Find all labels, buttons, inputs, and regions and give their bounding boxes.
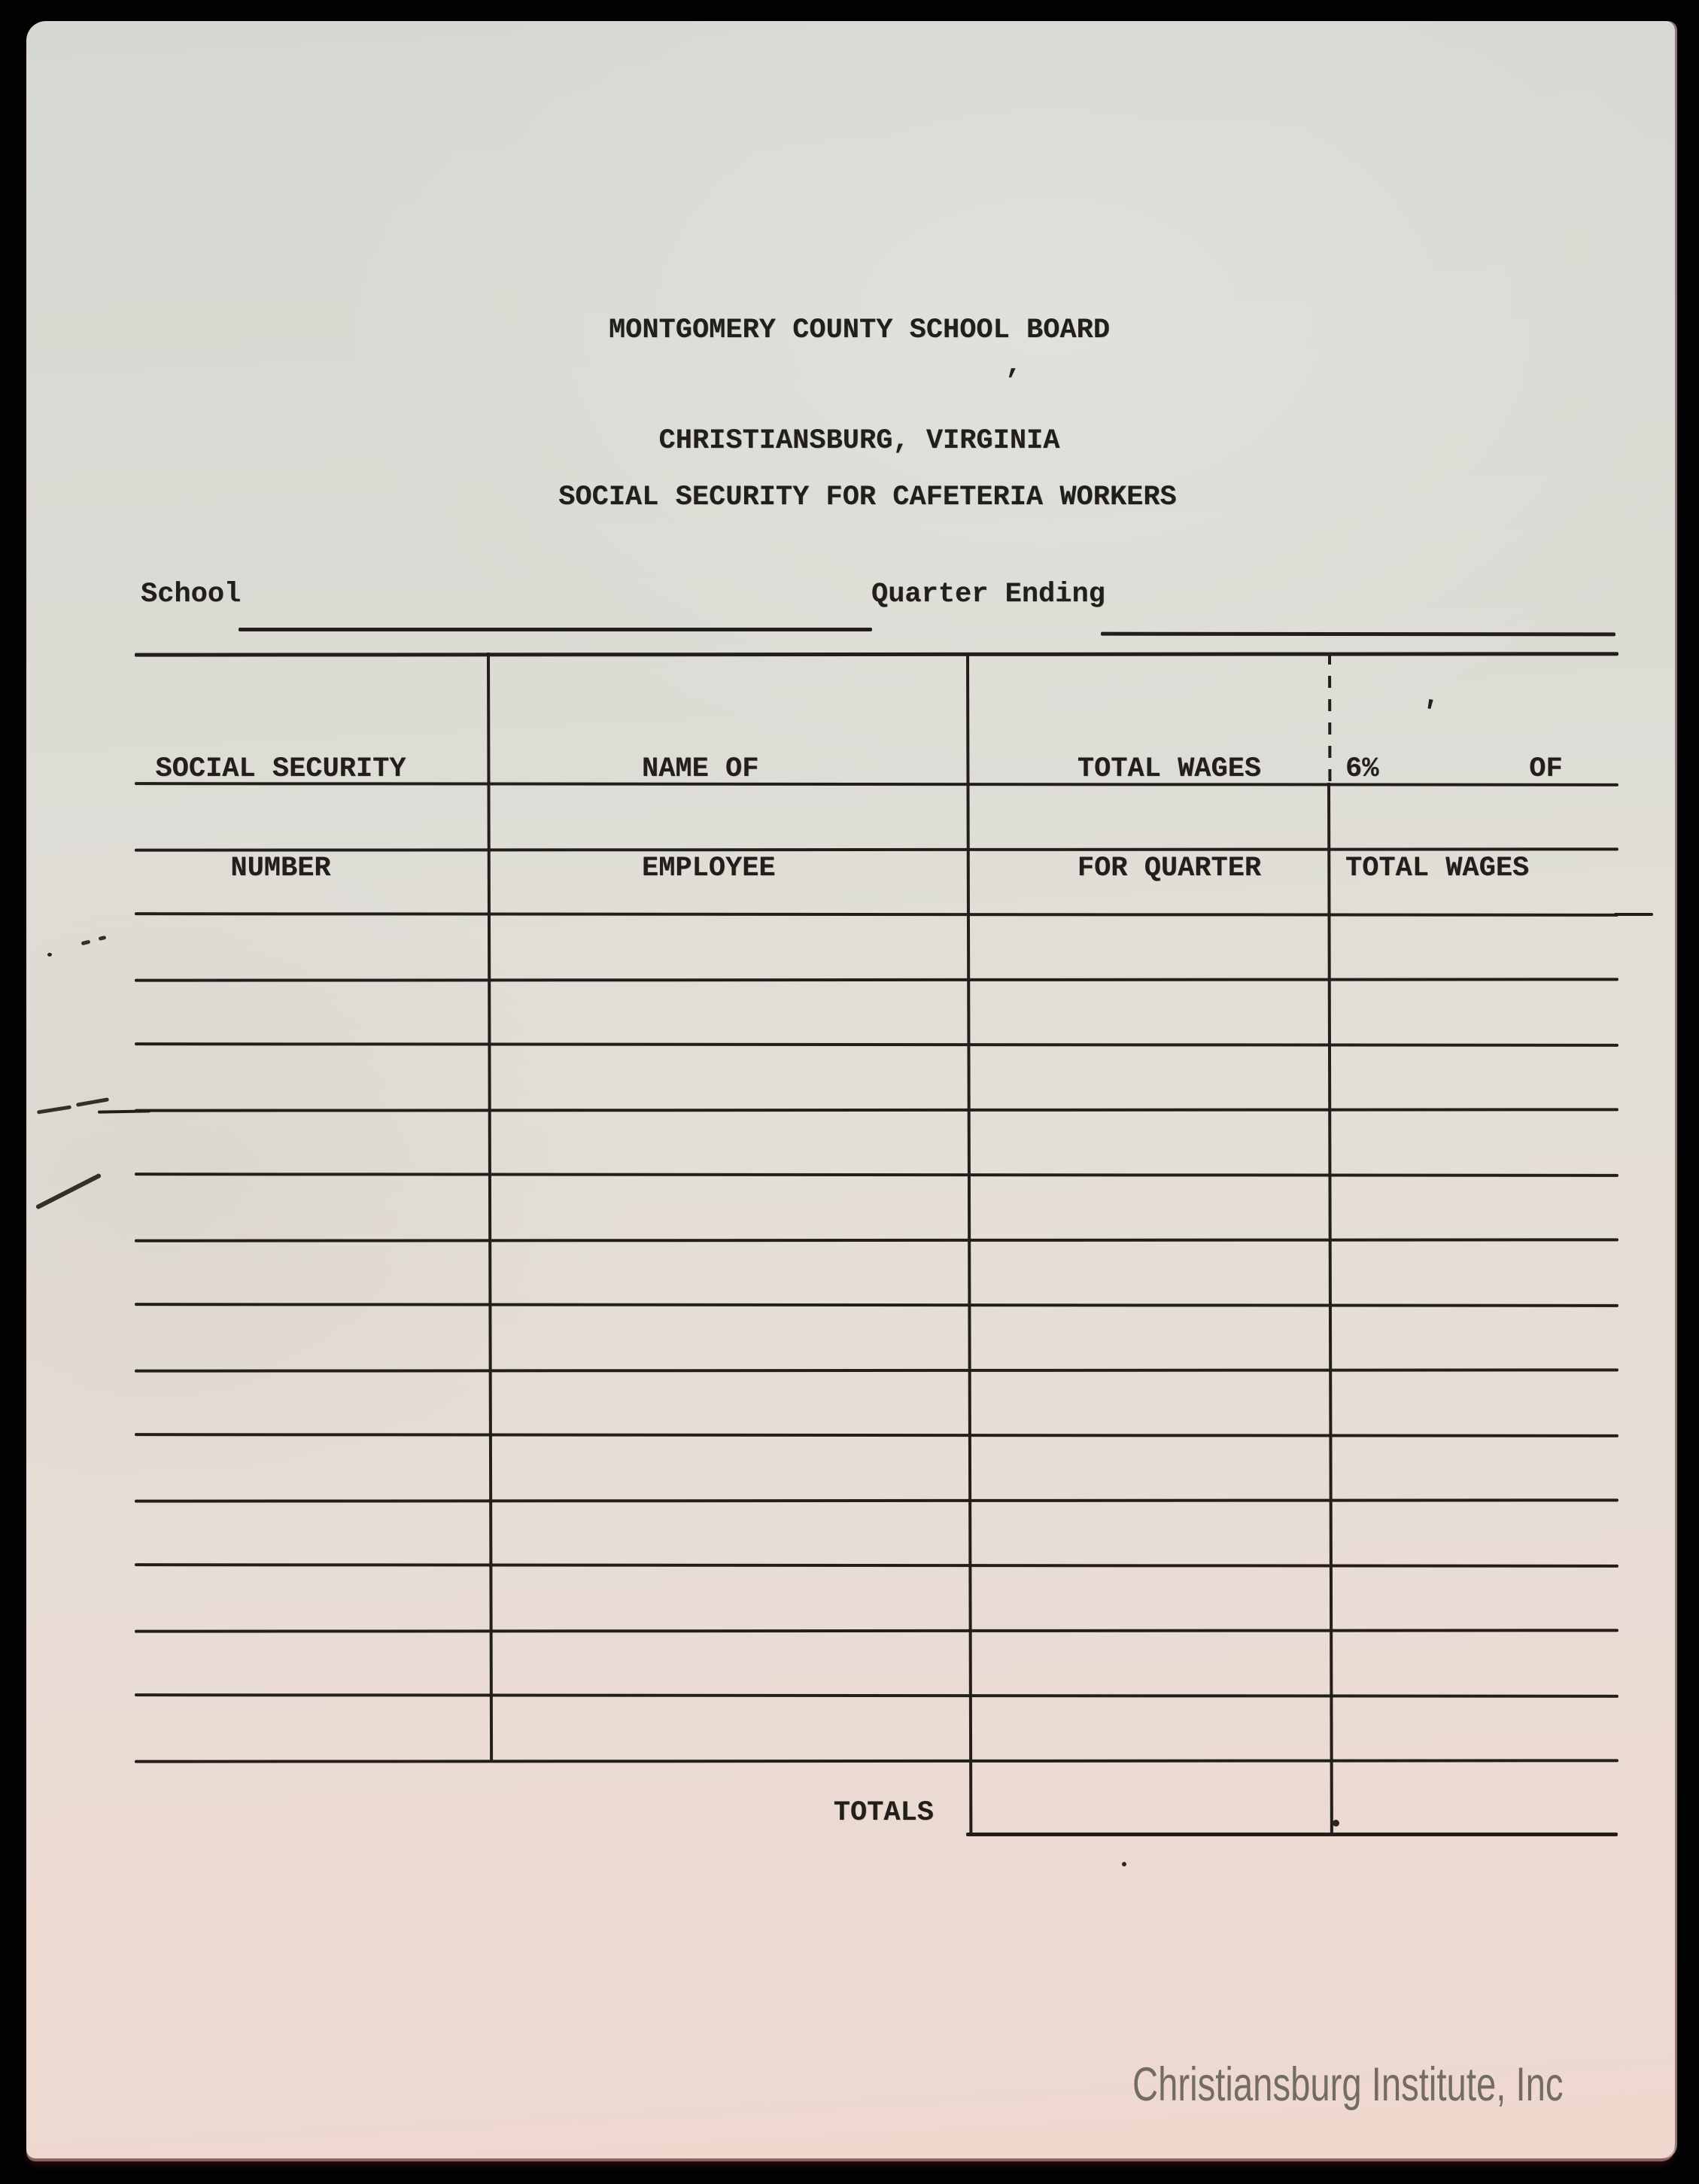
school-blank-line bbox=[239, 628, 872, 631]
header-line: NAME OF bbox=[642, 753, 759, 785]
dust-speck bbox=[1333, 1820, 1339, 1827]
table-row-line bbox=[135, 1433, 1618, 1437]
table-row-line bbox=[135, 1498, 1618, 1502]
totals-label: TOTALS bbox=[833, 1797, 934, 1829]
header-six-percent-of-total-wages bbox=[1345, 686, 1563, 951]
form-title: SOCIAL SECURITY FOR CAFETERIA WORKERS bbox=[558, 482, 1177, 513]
header-line: EMPLOYEE bbox=[642, 853, 776, 884]
header-social-security-number bbox=[155, 686, 406, 951]
column-divider-name-wages bbox=[966, 652, 972, 1836]
organization-name: MONTGOMERY COUNTY SCHOOL BOARD bbox=[608, 315, 1111, 346]
table-row-line bbox=[135, 1042, 1618, 1047]
table-row-line bbox=[135, 1693, 1618, 1698]
dust-speck bbox=[1122, 1862, 1126, 1866]
table-row-line bbox=[135, 1173, 1618, 1177]
header-line: FOR QUARTER bbox=[1077, 853, 1262, 884]
header-line: TOTAL WAGES bbox=[1345, 853, 1530, 884]
table-row-line bbox=[135, 1108, 1618, 1112]
table-row-line bbox=[135, 1368, 1618, 1372]
header-line: NUMBER bbox=[230, 853, 331, 884]
document-page bbox=[26, 21, 1675, 2158]
dust-speck bbox=[47, 953, 52, 957]
row-line-overrun-left bbox=[98, 1109, 150, 1113]
school-label: School bbox=[141, 579, 242, 610]
table-top-border bbox=[135, 652, 1618, 656]
table-row-line bbox=[135, 1563, 1618, 1568]
table-bottom-border bbox=[135, 1759, 1618, 1763]
pencil-mark bbox=[99, 935, 107, 941]
quarter-ending-label: Quarter Ending bbox=[871, 579, 1105, 610]
header-line: SOCIAL SECURITY bbox=[155, 753, 406, 785]
table-row-line bbox=[135, 1629, 1618, 1632]
table-row-line bbox=[135, 1238, 1618, 1242]
quarter-ending-blank-line bbox=[1101, 632, 1615, 637]
row-line-overrun-right bbox=[1614, 913, 1653, 916]
pencil-mark bbox=[37, 1105, 71, 1114]
table-row-line bbox=[135, 978, 1618, 981]
column-divider-wages-percent bbox=[1327, 783, 1333, 1836]
watermark: Christiansburg Institute, Inc bbox=[1132, 2058, 1564, 2111]
column-divider-ssn-name bbox=[487, 652, 493, 1761]
table-row-line bbox=[135, 1303, 1618, 1307]
pencil-mark bbox=[81, 940, 91, 946]
stray-mark: , bbox=[1005, 349, 1023, 382]
organization-location: CHRISTIANSBURG, VIRGINIA bbox=[658, 425, 1060, 457]
header-name-of-employee bbox=[642, 686, 776, 951]
header-line: TOTAL WAGES bbox=[1077, 753, 1262, 785]
stray-tick-mark: ' bbox=[1415, 695, 1441, 733]
totals-blank-line bbox=[966, 1833, 1618, 1836]
header-total-wages-for-quarter bbox=[1074, 686, 1265, 951]
header-line: 6% OF bbox=[1345, 753, 1563, 785]
pencil-mark bbox=[76, 1097, 109, 1107]
pencil-mark bbox=[35, 1173, 102, 1210]
column-divider-wages-percent-header bbox=[1328, 652, 1331, 785]
